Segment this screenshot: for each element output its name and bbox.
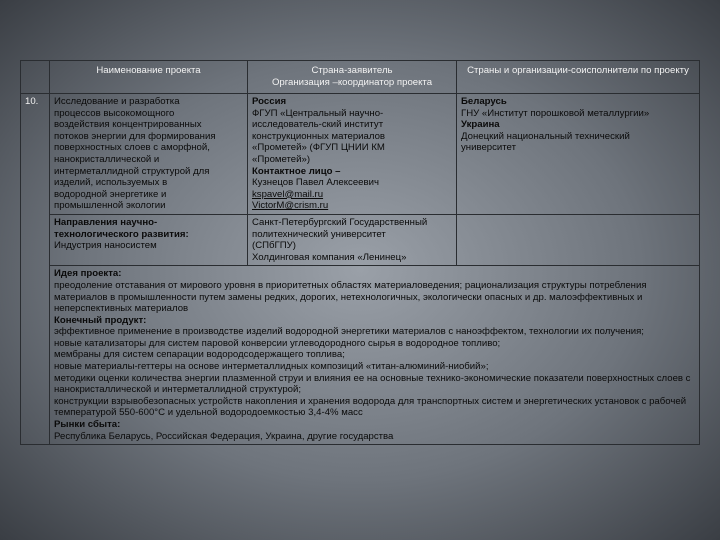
row-number xyxy=(21,94,50,445)
empty-cell xyxy=(457,214,700,265)
contact-label: Контактное лицо – xyxy=(252,165,341,177)
project-table xyxy=(20,60,700,445)
product-item: мембраны для систем сепарации водородсодержащего топлива; xyxy=(54,349,345,361)
partner-org: Донецкий национальный технический xyxy=(461,130,630,142)
header-applicant-line1: Страна-заявитель xyxy=(311,65,393,76)
partner-org: университет xyxy=(461,142,516,154)
project-title-line: нанокристаллической и xyxy=(54,153,160,165)
direction-label: технологического развития: xyxy=(54,228,189,240)
project-title-line: интерметаллидной структурой для xyxy=(54,165,210,177)
idea-text: преодоление отставания от мирового уровня в приоритетных областях материаловедения; рационализация структуры потребления материалов в промышленности путем замены редких, дорогих, нетехнологичных, экологически опасных и др. малоэффективных и неперспективных материалов xyxy=(54,279,647,315)
extra-org-line: (СПбГПУ) xyxy=(252,240,296,252)
project-title-cell xyxy=(50,94,248,215)
applicant-org-line: конструкционных материалов xyxy=(252,130,386,142)
header-partners xyxy=(457,61,700,94)
project-title-line: потоков энергии для формирования xyxy=(54,130,216,142)
extra-org-line: Санкт-Петербургский Государственный xyxy=(252,216,428,228)
header-applicant xyxy=(248,61,457,94)
project-title-line: процессов высокомощного xyxy=(54,107,175,119)
applicant-country: Россия xyxy=(252,96,287,107)
product-item: конструкции взрывобезопасных устройств накопления и хранения водорода для транспортных систем и энергетических установок с рабочей температурой 550-600°С и удельной водородоемкостью 3,4-4% масс xyxy=(54,395,687,419)
header-partners-text: Страны и организации-соисполнители по проекту xyxy=(467,65,689,76)
header-project-name xyxy=(50,61,248,94)
details-row xyxy=(21,266,700,445)
direction-row xyxy=(21,214,700,265)
direction-cell xyxy=(50,214,248,265)
partners-cell xyxy=(457,94,700,215)
direction-value: Индустрия наносистем xyxy=(54,240,157,252)
partner-org: ГНУ «Институт порошковой металлургии» xyxy=(461,107,650,119)
product-label: Конечный продукт: xyxy=(54,314,147,326)
partner-country: Беларусь xyxy=(461,96,507,107)
applicant-org-line: «Прометей») xyxy=(252,153,311,165)
project-row xyxy=(21,94,700,215)
header-project-name-text: Наименование проекта xyxy=(96,65,201,76)
extra-org-line: политехнический университет xyxy=(252,228,386,240)
product-item: методики оценки количества энергии плазменной струи и влияния ее на основные технико-экономические показатели поверхностных слоев с нанокристаллической и интерметаллидной структурой; xyxy=(54,372,691,396)
applicant-cell xyxy=(248,94,457,215)
project-title-line: поверхностных слоев с аморфной, xyxy=(54,142,210,154)
market-label: Рынки сбыта: xyxy=(54,419,121,431)
row-number-text: 10. xyxy=(25,96,39,107)
product-item: новые катализаторы для систем паровой конверсии углеводородного сырья в водородное топливо; xyxy=(54,337,501,349)
product-item: новые материалы-геттеры на основе интерметаллидных композиций «титан-алюминий-ниобий»; xyxy=(54,361,489,373)
project-title-line: Исследование и разработка xyxy=(54,96,180,107)
extra-org-line: Холдинговая компания «Ленинец» xyxy=(252,251,407,263)
applicant-org-line: «Прометей» (ФГУП ЦНИИ КМ xyxy=(252,142,385,154)
project-title-line: водородной энергетике и xyxy=(54,188,167,200)
header-row xyxy=(21,61,700,94)
direction-label: Направления научно- xyxy=(54,216,158,228)
contact-name: Кузнецов Павел Алексеевич xyxy=(252,177,379,189)
project-title-line: изделий, используемых в xyxy=(54,177,168,189)
market-text: Республика Беларусь, Российская Федерация, Украина, другие государства xyxy=(54,430,394,442)
extra-org-cell xyxy=(248,214,457,265)
project-title-line: воздействия концентрированных xyxy=(54,119,202,131)
header-number-cell xyxy=(21,61,50,94)
applicant-org-line: исследователь-ский институт xyxy=(252,119,384,131)
partner-country: Украина xyxy=(461,119,500,131)
project-title-line: промышленной экологии xyxy=(54,200,166,212)
idea-label: Идея проекта: xyxy=(54,268,122,280)
applicant-org-line: ФГУП «Центральный научно- xyxy=(252,107,384,119)
product-item: эффективное применение в производстве изделий водородной энергетики материалов с наноэффектом, технологии их получения; xyxy=(54,326,644,338)
details-cell xyxy=(50,266,700,445)
header-applicant-line2: Организация –координатор проекта xyxy=(271,76,433,88)
contact-email-link[interactable]: kspavel@mail.ru xyxy=(252,188,324,200)
contact-email-link[interactable]: VictorM@crism.ru xyxy=(252,200,329,212)
